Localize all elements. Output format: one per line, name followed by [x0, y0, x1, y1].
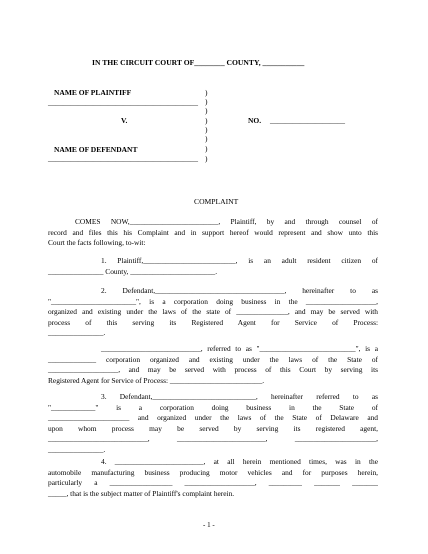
- caption-paren: ): [205, 88, 208, 97]
- paragraph-4: [48, 457, 378, 499]
- paragraph-2: [48, 286, 378, 339]
- defendant-label: NAME OF DEFENDANT: [54, 145, 138, 154]
- paragraph-line: Registered Agent for Service of Process: _________________________.: [48, 375, 265, 385]
- paragraph-line: ___________________________, ________________________, ______________________,: [48, 434, 378, 444]
- paragraph-line: _______________.: [48, 328, 106, 338]
- paragraph-line: automobile manufacturing business producing motor vehicles and for purposes herein,: [48, 467, 378, 477]
- paragraph-line: 1. Plaintiff,_________________________, is an adult resident citizen of: [101, 256, 378, 265]
- paragraph-line: _____, that is the subject matter of Plaintiff's complaint herein.: [48, 488, 235, 498]
- paragraph-line: ___________________, and may be served with process of this Court by serving its: [48, 365, 378, 375]
- caption-paren: ): [205, 106, 208, 115]
- paragraph-line: _______________.: [48, 444, 106, 454]
- caption-paren: ): [205, 125, 208, 134]
- paragraph-line: process of this serving its Registered Agent for Service of Process:: [48, 317, 378, 327]
- plaintiff-blank: ________________________________________: [48, 98, 198, 107]
- paragraph-line: record and files this his Complaint and in support hereof would represent and show unto this: [48, 227, 378, 237]
- paragraph-line: _____________ corporation organized and existing under the laws of the State of: [48, 354, 378, 364]
- document-title: COMPLAINT: [194, 197, 239, 206]
- paragraph-line: ______________________ and organized under the laws of the State of Delaware and: [48, 413, 378, 423]
- caption-paren: ): [205, 154, 208, 163]
- paragraph-line: upon whom process may be served by serving its registered agent,: [48, 423, 378, 433]
- paragraph-line: 3. Defendant,____________________________, hereinafter referred to as: [101, 392, 378, 401]
- paragraph-line: organized and existing under the laws of the state of ______________, and may be served with: [48, 307, 378, 317]
- intro-paragraph: [48, 217, 378, 249]
- case-number-blank: ____________________: [270, 116, 345, 125]
- paragraph-line: ___________________________, referred to as "__________________________", is a: [101, 344, 378, 353]
- defendant-blank: ________________________________________: [48, 154, 198, 163]
- paragraph-line: COMES NOW,________________________, Plaintiff, by and through counsel of: [75, 217, 378, 226]
- caption-paren: ): [205, 144, 208, 153]
- paragraph-line: Court the facts following, to-wit:: [48, 238, 146, 248]
- paragraph-line: 4. ________________________, at all herein mentioned times, was in the: [101, 457, 378, 466]
- paragraph-2b: [48, 344, 378, 386]
- caption-paren: ): [205, 134, 208, 143]
- caption-paren: ): [205, 116, 208, 125]
- page-number: - 1 -: [203, 521, 215, 529]
- case-number-label: NO.: [248, 116, 262, 125]
- court-heading: IN THE CIRCUIT COURT OF________ COUNTY, ___________: [92, 58, 305, 67]
- paragraph-line: _______________ County, _______________________.: [48, 266, 218, 276]
- paragraph-3: [48, 392, 378, 456]
- plaintiff-label: NAME OF PLAINTIFF: [54, 88, 132, 97]
- paragraph-line: 2. Defendant,___________________________________, hereinafter to as: [101, 286, 378, 295]
- paragraph-line: "_______________________", is a corporation doing business in the ___________________,: [48, 296, 378, 306]
- paragraph-line: particularly a _________________ ___________________, _________ _______ _______: [48, 478, 378, 488]
- paragraph-1: [48, 256, 378, 277]
- paragraph-line: "____________" is a corporation doing business in the State of: [48, 402, 378, 412]
- caption-paren: ): [205, 97, 208, 106]
- versus-label: V.: [121, 116, 128, 125]
